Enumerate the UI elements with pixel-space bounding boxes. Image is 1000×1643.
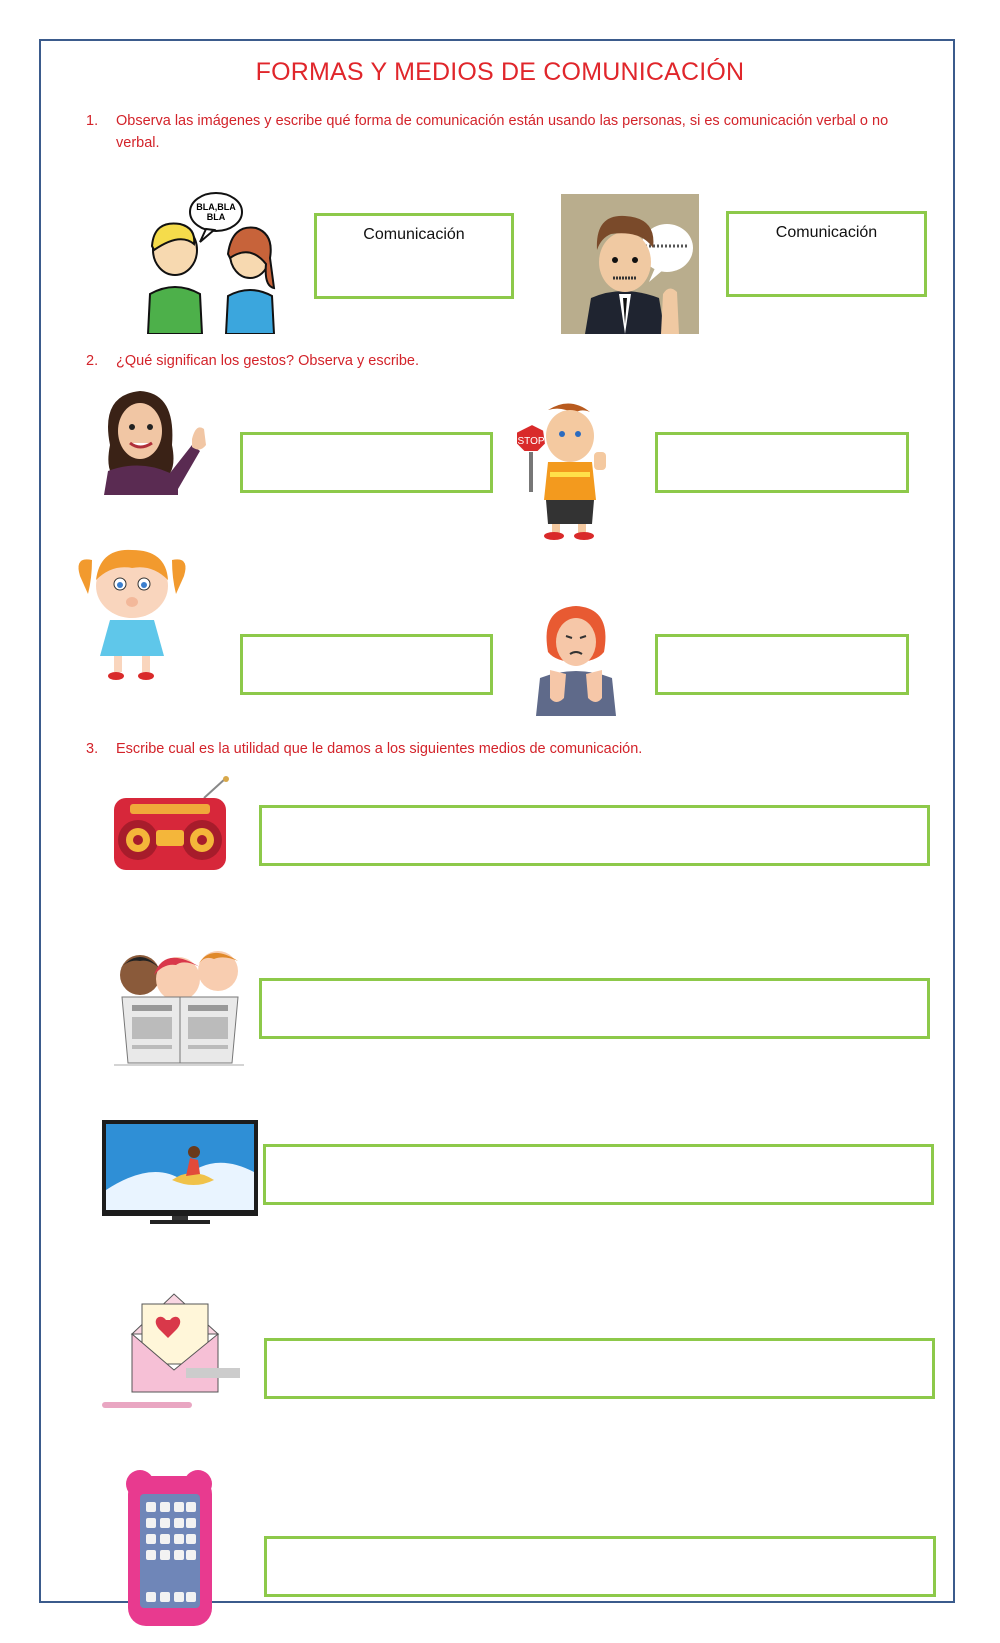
woman-hands-up-image (534, 602, 618, 716)
boy-stop-sign-image (508, 400, 618, 540)
question-3-number: 3. (86, 741, 99, 757)
answer-box-smartphone[interactable] (264, 1536, 936, 1597)
smartphone-image (120, 1468, 220, 1628)
answer-box-1-label: Comunicación (363, 226, 465, 243)
kids-newspaper-image (114, 945, 244, 1067)
answer-box-television[interactable] (263, 1144, 934, 1205)
question-1-number: 1. (86, 113, 99, 129)
answer-box-hands-up[interactable] (655, 634, 909, 695)
stop-sign-text: STOP (517, 436, 545, 447)
question-2-number: 2. (86, 353, 99, 369)
answer-box-radio[interactable] (259, 805, 930, 866)
answer-box-2[interactable] (726, 211, 927, 297)
answer-box-wave[interactable] (240, 432, 493, 493)
question-1-text: Observa las imágenes y escribe qué forma de comunicación están usando las personas, si es comunicación verbal o no (116, 113, 889, 129)
question-3-text: Escribe cual es la utilidad que le damos a los siguientes medios de comunicación. (116, 741, 643, 757)
answer-box-stop[interactable] (655, 432, 909, 493)
girl-surprised-image (74, 546, 190, 682)
radio-image (112, 776, 236, 874)
love-letter-image (102, 1284, 242, 1414)
speech-bubble-text: BLA,BLA (196, 202, 236, 212)
woman-waving-image (100, 385, 220, 495)
answer-box-2-label: Comunicación (775, 224, 878, 241)
answer-box-newspaper[interactable] (259, 978, 930, 1039)
answer-box-1[interactable] (314, 213, 514, 299)
question-2-text: ¿Qué significan los gestos? Observa y escribe. (116, 353, 420, 369)
television-image (102, 1120, 258, 1226)
answer-box-surprised[interactable] (240, 634, 493, 695)
svg-text:BLA: BLA (206, 212, 226, 222)
question-1-text-line2: verbal. (116, 135, 160, 151)
two-people-talking-image (140, 188, 290, 334)
page-title: FORMAS Y MEDIOS DE COMUNICACIÓN (255, 58, 745, 86)
answer-box-letter[interactable] (264, 1338, 935, 1399)
man-zipped-mouth-image (561, 194, 699, 334)
